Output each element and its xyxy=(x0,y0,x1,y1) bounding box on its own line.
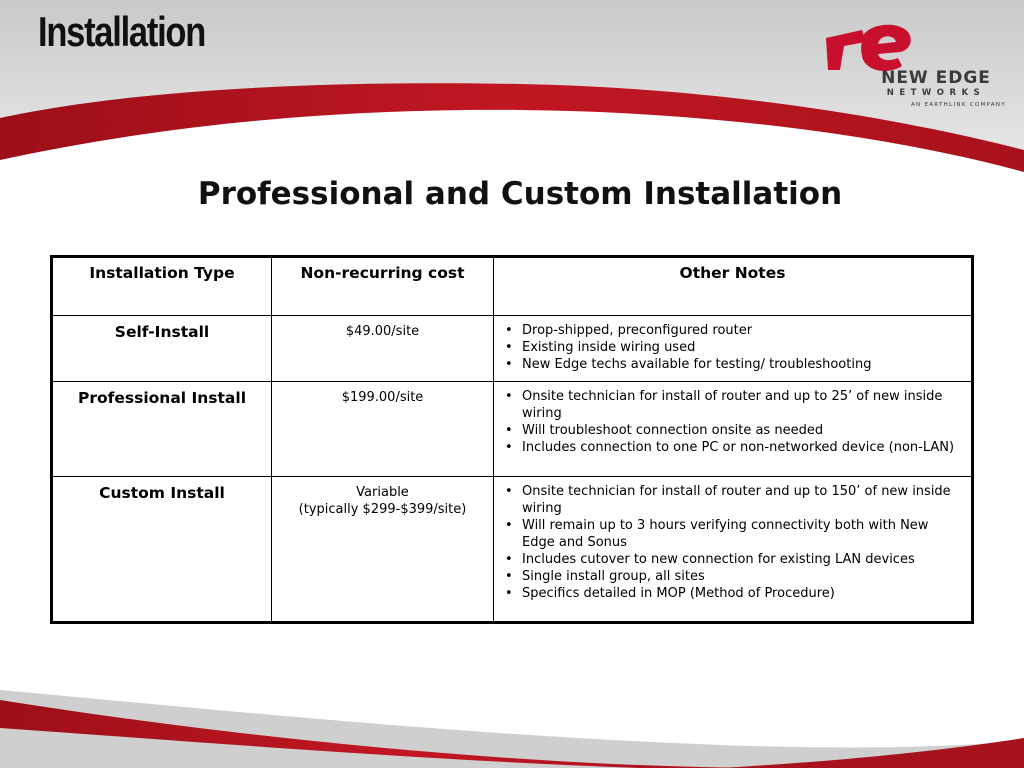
cost-cell xyxy=(272,382,494,477)
note-item: • Existing inside wiring used xyxy=(504,339,965,356)
table-row xyxy=(52,316,973,382)
header-title: Installation xyxy=(38,8,206,55)
note-item: • New Edge techs available for testing/ troubleshooting xyxy=(504,356,965,373)
note-item: • Specifics detailed in MOP (Method of Procedure) xyxy=(504,585,965,602)
header-other-notes: Other Notes xyxy=(494,257,973,316)
cost-line: Variable xyxy=(356,485,409,500)
note-item: • Onsite technician for install of router and up to 150’ of new inside wiring xyxy=(504,483,965,517)
table-row xyxy=(52,477,973,623)
note-item: • Includes cutover to new connection for existing LAN devices xyxy=(504,551,965,568)
logo-tagline: AN EARTHLINK COMPANY xyxy=(910,102,1006,108)
cost-cell xyxy=(272,316,494,382)
notes-cell xyxy=(494,477,973,623)
installation-type-cell: Self-Install xyxy=(52,316,272,382)
notes-list xyxy=(504,483,965,602)
installation-table xyxy=(50,255,974,624)
notes-cell xyxy=(494,316,973,382)
cost-cell xyxy=(272,477,494,623)
table-row xyxy=(52,382,973,477)
note-item: • Includes connection to one PC or non-networked device (non-LAN) xyxy=(504,439,965,456)
slide-title: Professional and Custom Installation xyxy=(197,176,843,212)
note-item: • Will remain up to 3 hours verifying connectivity both with New Edge and Sonus xyxy=(504,517,965,551)
header-non-recurring-cost: Non-recurring cost xyxy=(272,257,494,316)
logo-name: NEW EDGE xyxy=(881,68,991,88)
note-item: • Will troubleshoot connection onsite as needed xyxy=(504,422,965,439)
notes-cell xyxy=(494,382,973,477)
notes-list xyxy=(504,322,965,373)
logo-subname: NETWORKS xyxy=(886,88,986,98)
note-item: • Onsite technician for install of router and up to 25’ of new inside wiring xyxy=(504,388,965,422)
table-header-row xyxy=(52,257,973,316)
header-installation-type: Installation Type xyxy=(52,257,272,316)
notes-list xyxy=(504,388,965,456)
cost-line: $199.00/site xyxy=(341,390,424,405)
cost-line: (typically $299-$399/site) xyxy=(298,502,467,517)
note-item: • Drop-shipped, preconfigured router xyxy=(504,322,965,339)
cost-line: $49.00/site xyxy=(345,324,420,339)
installation-type-cell: Professional Install xyxy=(52,382,272,477)
installation-type-cell: Custom Install xyxy=(52,477,272,623)
note-item: • Single install group, all sites xyxy=(504,568,965,585)
company-logo xyxy=(822,20,1012,120)
